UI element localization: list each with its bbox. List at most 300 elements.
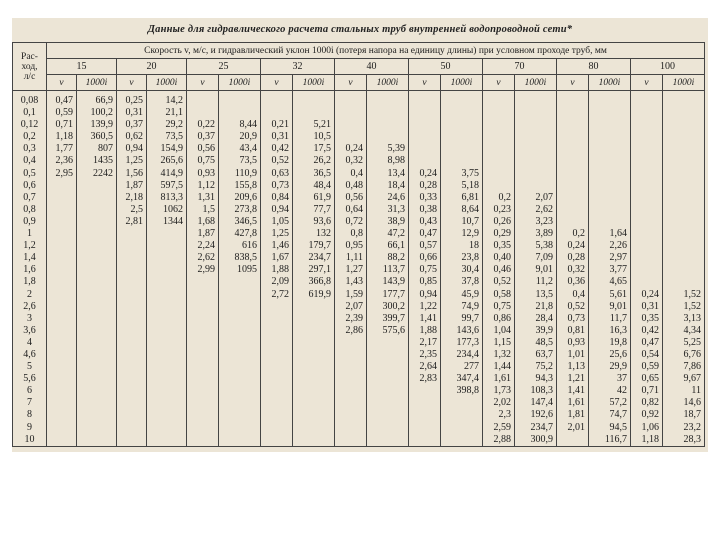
velocity-value: 0,64 [345,203,363,215]
flow-value: 0,08 [20,95,39,106]
gradient-value: 73,5 [165,131,183,143]
velocity-subheader: v [557,75,589,91]
velocity-subheader: v [409,75,441,91]
velocity-value: 0,75 [493,300,511,312]
gradient-value: 277 [464,361,479,373]
gradient-value: 575,6 [382,324,405,336]
flow-value: 6 [27,385,32,397]
gradient-value: 10,5 [313,131,331,143]
gradient-value: 234,4 [456,348,479,360]
diameter-32-header: 32 [261,59,335,75]
gradient-value: 23,2 [683,421,701,433]
gradient-value: 3,13 [683,312,701,324]
velocity-value: 0,56 [197,143,215,155]
velocity-value: 0,23 [493,203,511,215]
velocity-value: 0,33 [419,191,437,203]
gradient-value: 47,2 [387,228,405,240]
gradient-value: 3,23 [535,215,553,227]
flow-value: 2 [27,288,32,300]
gradient-value: 57,2 [609,397,627,409]
gradient-column-40 [367,91,409,447]
gradient-value: 5,25 [683,336,701,348]
gradient-value: 813,3 [160,191,183,203]
velocity-value: 2,62 [197,252,215,264]
velocity-value: 1,46 [271,240,289,252]
velocity-value: 0,43 [419,215,437,227]
gradient-value: 48,5 [535,336,553,348]
diameter-15-header: 15 [47,59,117,75]
gradient-value: 66,1 [387,240,405,252]
velocity-value: 1,31 [197,191,215,203]
gradient-value: 3,77 [609,264,627,276]
velocity-value: 1,77 [55,143,73,155]
velocity-column-40 [335,91,367,447]
gradient-subheader: 1000i [147,75,187,91]
gradient-value: 143,6 [456,324,479,336]
velocity-value: 2,72 [271,288,289,300]
velocity-value: 1,68 [197,215,215,227]
gradient-value: 2,26 [609,240,627,252]
gradient-value: 155,8 [234,179,257,191]
velocity-value: 0,42 [271,143,289,155]
gradient-column-80 [589,91,631,447]
gradient-value: 143,9 [382,276,405,288]
velocity-value: 0,82 [641,397,659,409]
velocity-value: 0,46 [493,264,511,276]
scanned-page [12,18,708,452]
velocity-value: 0,40 [493,252,511,264]
table-title: Данные для гидравлического расчета стальных труб внутренней водопроводной сети* [147,24,573,35]
gradient-value: 366,8 [308,276,331,288]
gradient-column-20 [147,91,187,447]
gradient-value: 7,09 [535,252,553,264]
velocity-value: 1,88 [271,264,289,276]
velocity-value: 1,18 [55,131,73,143]
gradient-value: 177,7 [382,288,405,300]
velocity-column-100 [631,91,663,447]
flow-value: 0,2 [23,131,36,143]
velocity-value: 0,24 [419,167,437,179]
velocity-value: 0,2 [572,228,585,240]
velocity-value: 0,4 [572,288,585,300]
flow-value: 4 [27,336,32,348]
gradient-value: 8,44 [239,119,257,131]
gradient-column-15 [77,91,117,447]
velocity-value: 0,71 [641,385,659,397]
gradient-value: 100,2 [90,107,113,119]
gradient-value: 113,7 [382,264,405,276]
gradient-value: 1062 [163,203,183,215]
gradient-value: 94,3 [535,373,553,385]
gradient-value: 18,4 [387,179,405,191]
flow-value: 3,6 [23,324,36,336]
velocity-value: 0,36 [567,276,585,288]
gradient-value: 1435 [93,155,113,167]
gradient-column-25 [219,91,261,447]
gradient-value: 273,8 [234,203,257,215]
velocity-value: 1,61 [493,373,511,385]
gradient-value: 18 [469,240,479,252]
velocity-value: 0,93 [567,336,585,348]
velocity-value: 2,5 [130,203,143,215]
velocity-value: 0,81 [567,324,585,336]
gradient-value: 139,9 [90,119,113,131]
diameter-40-header: 40 [335,59,409,75]
velocity-value: 0,58 [493,288,511,300]
velocity-value: 2,02 [493,397,511,409]
velocity-value: 1,18 [641,433,659,445]
velocity-value: 0,47 [55,95,73,106]
velocity-value: 0,86 [493,312,511,324]
flow-header-text: Рас- ход, л/с [21,51,38,82]
velocity-value: 1,56 [125,167,143,179]
flow-value: 0,7 [23,191,36,203]
gradient-value: 1344 [163,215,183,227]
velocity-value: 1,59 [345,288,363,300]
velocity-column-80 [557,91,589,447]
gradient-value: 154,9 [160,143,183,155]
velocity-value: 0,59 [55,107,73,119]
gradient-value: 807 [98,143,113,155]
gradient-value: 2242 [93,167,113,179]
velocity-value: 1,32 [493,348,511,360]
gradient-value: 61,9 [313,191,331,203]
gradient-value: 38,9 [387,215,405,227]
gradient-value: 63,7 [535,348,553,360]
gradient-value: 116,7 [604,433,627,445]
velocity-value: 0,75 [419,264,437,276]
velocity-value: 0,95 [345,240,363,252]
velocity-value: 0,94 [271,203,289,215]
gradient-subheader: 1000i [219,75,261,91]
velocity-value: 2,07 [345,300,363,312]
velocity-value: 0,42 [641,324,659,336]
velocity-value: 0,31 [641,300,659,312]
gradient-value: 297,1 [308,264,331,276]
velocity-value: 1,12 [197,179,215,191]
gradient-value: 16,3 [609,324,627,336]
velocity-value: 0,8 [350,228,363,240]
gradient-value: 177,3 [456,336,479,348]
gradient-value: 93,6 [313,215,331,227]
flow-value: 0,1 [23,107,36,119]
velocity-subheader: v [47,75,77,91]
gradient-value: 398,8 [456,385,479,397]
velocity-value: 2,36 [55,155,73,167]
gradient-value: 45,9 [461,288,479,300]
gradient-value: 6,76 [683,348,701,360]
gradient-value: 3,89 [535,228,553,240]
velocity-value: 1,01 [567,348,585,360]
velocity-value: 0,47 [641,336,659,348]
velocity-value: 2,86 [345,324,363,336]
gradient-value: 1095 [237,264,257,276]
flow-value: 9 [27,421,32,433]
velocity-value: 1,22 [419,300,437,312]
gradient-value: 13,4 [387,167,405,179]
gradient-value: 11 [691,385,701,397]
velocity-value: 0,71 [55,119,73,131]
gradient-value: 5,21 [313,119,331,131]
gradient-value: 23,8 [461,252,479,264]
gradient-value: 73,5 [239,155,257,167]
gradient-value: 414,9 [160,167,183,179]
gradient-value: 2,97 [609,252,627,264]
velocity-value: 1,87 [125,179,143,191]
gradient-value: 42 [617,385,627,397]
gradient-column-50 [441,91,483,447]
gradient-value: 265,6 [160,155,183,167]
diameter-50-header: 50 [409,59,483,75]
gradient-value: 1,52 [683,300,701,312]
gradient-value: 26,2 [313,155,331,167]
gradient-value: 94,5 [609,421,627,433]
gradient-value: 619,9 [308,288,331,300]
velocity-value: 0,35 [641,312,659,324]
gradient-value: 36,5 [313,167,331,179]
gradient-value: 24,6 [387,191,405,203]
flow-value: 7 [27,397,32,409]
gradient-value: 48,4 [313,179,331,191]
gradient-value: 28,3 [683,433,701,445]
velocity-value: 0,59 [641,361,659,373]
velocity-value: 2,88 [493,433,511,445]
gradient-subheader: 1000i [441,75,483,91]
flow-header [13,43,47,91]
gradient-value: 29,2 [165,119,183,131]
velocity-column-32 [261,91,293,447]
gradient-value: 3,75 [461,167,479,179]
velocity-column-15 [47,91,77,447]
gradient-value: 5,38 [535,240,553,252]
flow-value: 5 [27,361,32,373]
velocity-value: 0,31 [125,107,143,119]
velocity-value: 0,73 [271,179,289,191]
velocity-column-50 [409,91,441,447]
gradient-value: 8,64 [461,203,479,215]
flow-value: 0,6 [23,179,36,191]
velocity-subheader: v [335,75,367,91]
velocity-value: 1,88 [419,324,437,336]
velocity-value: 2,18 [125,191,143,203]
velocity-value: 2,64 [419,361,437,373]
flow-value: 1,8 [23,276,36,288]
gradient-value: 6,81 [461,191,479,203]
gradient-value: 1,52 [683,288,701,300]
gradient-value: 37 [617,373,627,385]
velocity-value: 0,31 [271,131,289,143]
velocity-value: 0,21 [271,119,289,131]
gradient-value: 17,5 [313,143,331,155]
gradient-value: 209,6 [234,191,257,203]
gradient-value: 2,62 [535,203,553,215]
velocity-value: 1,11 [345,252,363,264]
gradient-value: 28,4 [535,312,553,324]
velocity-value: 1,41 [567,385,585,397]
velocity-value: 1,41 [419,312,437,324]
gradient-value: 37,8 [461,276,479,288]
gradient-subheader: 1000i [589,75,631,91]
gradient-value: 234,7 [530,421,553,433]
gradient-value: 108,3 [530,385,553,397]
gradient-subheader: 1000i [515,75,557,91]
velocity-value: 0,22 [197,119,215,131]
gradient-value: 360,5 [90,131,113,143]
gradient-value: 616 [242,240,257,252]
flow-value: 3 [27,312,32,324]
flow-value: 1,6 [23,264,36,276]
flow-value: 0,4 [23,155,36,167]
velocity-value: 1,25 [125,155,143,167]
gradient-value: 234,7 [308,252,331,264]
gradient-value: 25,6 [609,348,627,360]
velocity-value: 0,62 [125,131,143,143]
flow-value: 8 [27,409,32,421]
gradient-value: 9,01 [609,300,627,312]
velocity-value: 1,04 [493,324,511,336]
velocity-value: 2,81 [125,215,143,227]
velocity-value: 0,52 [271,155,289,167]
gradient-value: 99,7 [461,312,479,324]
velocity-value: 2,39 [345,312,363,324]
gradient-value: 132 [316,228,331,240]
gradient-value: 5,61 [609,288,627,300]
diameter-20-header: 20 [117,59,187,75]
velocity-value: 2,3 [498,409,511,421]
gradient-value: 11,2 [535,276,553,288]
velocity-value: 1,81 [567,409,585,421]
flow-value: 0,5 [23,167,36,179]
velocity-value: 0,72 [345,215,363,227]
velocity-subheader: v [631,75,663,91]
velocity-value: 0,25 [125,95,143,106]
speed-header: Скорость v, м/с, и гидравлический уклон 1000i (потеря напора на единицу длины) при условном проходе труб, мм [47,43,705,59]
gradient-value: 7,86 [683,361,701,373]
hydraulic-table [12,42,705,447]
velocity-value: 2,95 [55,167,73,179]
velocity-value: 0,92 [641,409,659,421]
flow-value: 0,9 [23,215,36,227]
diameter-25-header: 25 [187,59,261,75]
gradient-value: 346,5 [234,215,257,227]
gradient-value: 21,8 [535,300,553,312]
velocity-value: 1,44 [493,361,511,373]
velocity-value: 0,65 [641,373,659,385]
velocity-value: 0,24 [345,143,363,155]
velocity-value: 0,52 [493,276,511,288]
gradient-value: 179,7 [308,240,331,252]
gradient-value: 11,7 [609,312,627,324]
gradient-value: 39,9 [535,324,553,336]
velocity-value: 2,09 [271,276,289,288]
velocity-column-20 [117,91,147,447]
velocity-value: 0,24 [641,288,659,300]
velocity-value: 0,63 [271,167,289,179]
diameter-80-header: 80 [557,59,631,75]
velocity-value: 1,27 [345,264,363,276]
gradient-value: 9,67 [683,373,701,385]
velocity-value: 0,28 [419,179,437,191]
gradient-value: 20,9 [239,131,257,143]
gradient-value: 30,4 [461,264,479,276]
velocity-value: 0,32 [567,264,585,276]
gradient-subheader: 1000i [367,75,409,91]
velocity-value: 2,99 [197,264,215,276]
velocity-value: 0,38 [419,203,437,215]
gradient-value: 8,98 [387,155,405,167]
gradient-value: 5,39 [387,143,405,155]
gradient-value: 19,8 [609,336,627,348]
gradient-value: 2,07 [535,191,553,203]
gradient-value: 399,7 [382,312,405,324]
velocity-value: 1,67 [271,252,289,264]
gradient-value: 5,18 [461,179,479,191]
velocity-value: 0,37 [197,131,215,143]
gradient-value: 110,9 [234,167,257,179]
velocity-value: 0,26 [493,215,511,227]
gradient-value: 838,5 [234,252,257,264]
velocity-subheader: v [117,75,147,91]
flow-value: 5,6 [23,373,36,385]
gradient-value: 9,01 [535,264,553,276]
gradient-value: 300,2 [382,300,405,312]
velocity-column-25 [187,91,219,447]
gradient-value: 4,65 [609,276,627,288]
flow-value: 0,3 [23,143,36,155]
gradient-value: 43,4 [239,143,257,155]
velocity-value: 0,48 [345,179,363,191]
gradient-value: 14,2 [165,95,183,106]
gradient-value: 10,7 [461,215,479,227]
gradient-value: 31,3 [387,203,405,215]
gradient-value: 74,9 [461,300,479,312]
velocity-value: 1,43 [345,276,363,288]
flow-value: 2,6 [23,300,36,312]
gradient-value: 14,6 [683,397,701,409]
gradient-subheader: 1000i [77,75,117,91]
flow-value: 10 [24,433,35,445]
gradient-value: 88,2 [387,252,405,264]
velocity-value: 2,59 [493,421,511,433]
flow-value: 1 [27,228,32,240]
velocity-value: 0,4 [350,167,363,179]
velocity-value: 0,57 [419,240,437,252]
velocity-value: 0,54 [641,348,659,360]
velocity-value: 2,17 [419,336,437,348]
gradient-value: 74,7 [609,409,627,421]
gradient-value: 66,9 [95,95,113,106]
velocity-value: 1,5 [202,203,215,215]
velocity-value: 0,2 [498,191,511,203]
velocity-value: 0,52 [567,300,585,312]
velocity-value: 1,06 [641,421,659,433]
velocity-value: 1,73 [493,385,511,397]
velocity-value: 1,05 [271,215,289,227]
velocity-value: 0,73 [567,312,585,324]
velocity-value: 0,75 [197,155,215,167]
velocity-value: 0,28 [567,252,585,264]
velocity-value: 0,29 [493,228,511,240]
velocity-value: 1,13 [567,361,585,373]
gradient-subheader: 1000i [663,75,705,91]
gradient-subheader: 1000i [293,75,335,91]
velocity-value: 0,94 [125,143,143,155]
velocity-value: 0,85 [419,276,437,288]
gradient-value: 1,64 [609,228,627,240]
velocity-value: 1,21 [567,373,585,385]
velocity-value: 0,35 [493,240,511,252]
gradient-value: 4,34 [683,324,701,336]
